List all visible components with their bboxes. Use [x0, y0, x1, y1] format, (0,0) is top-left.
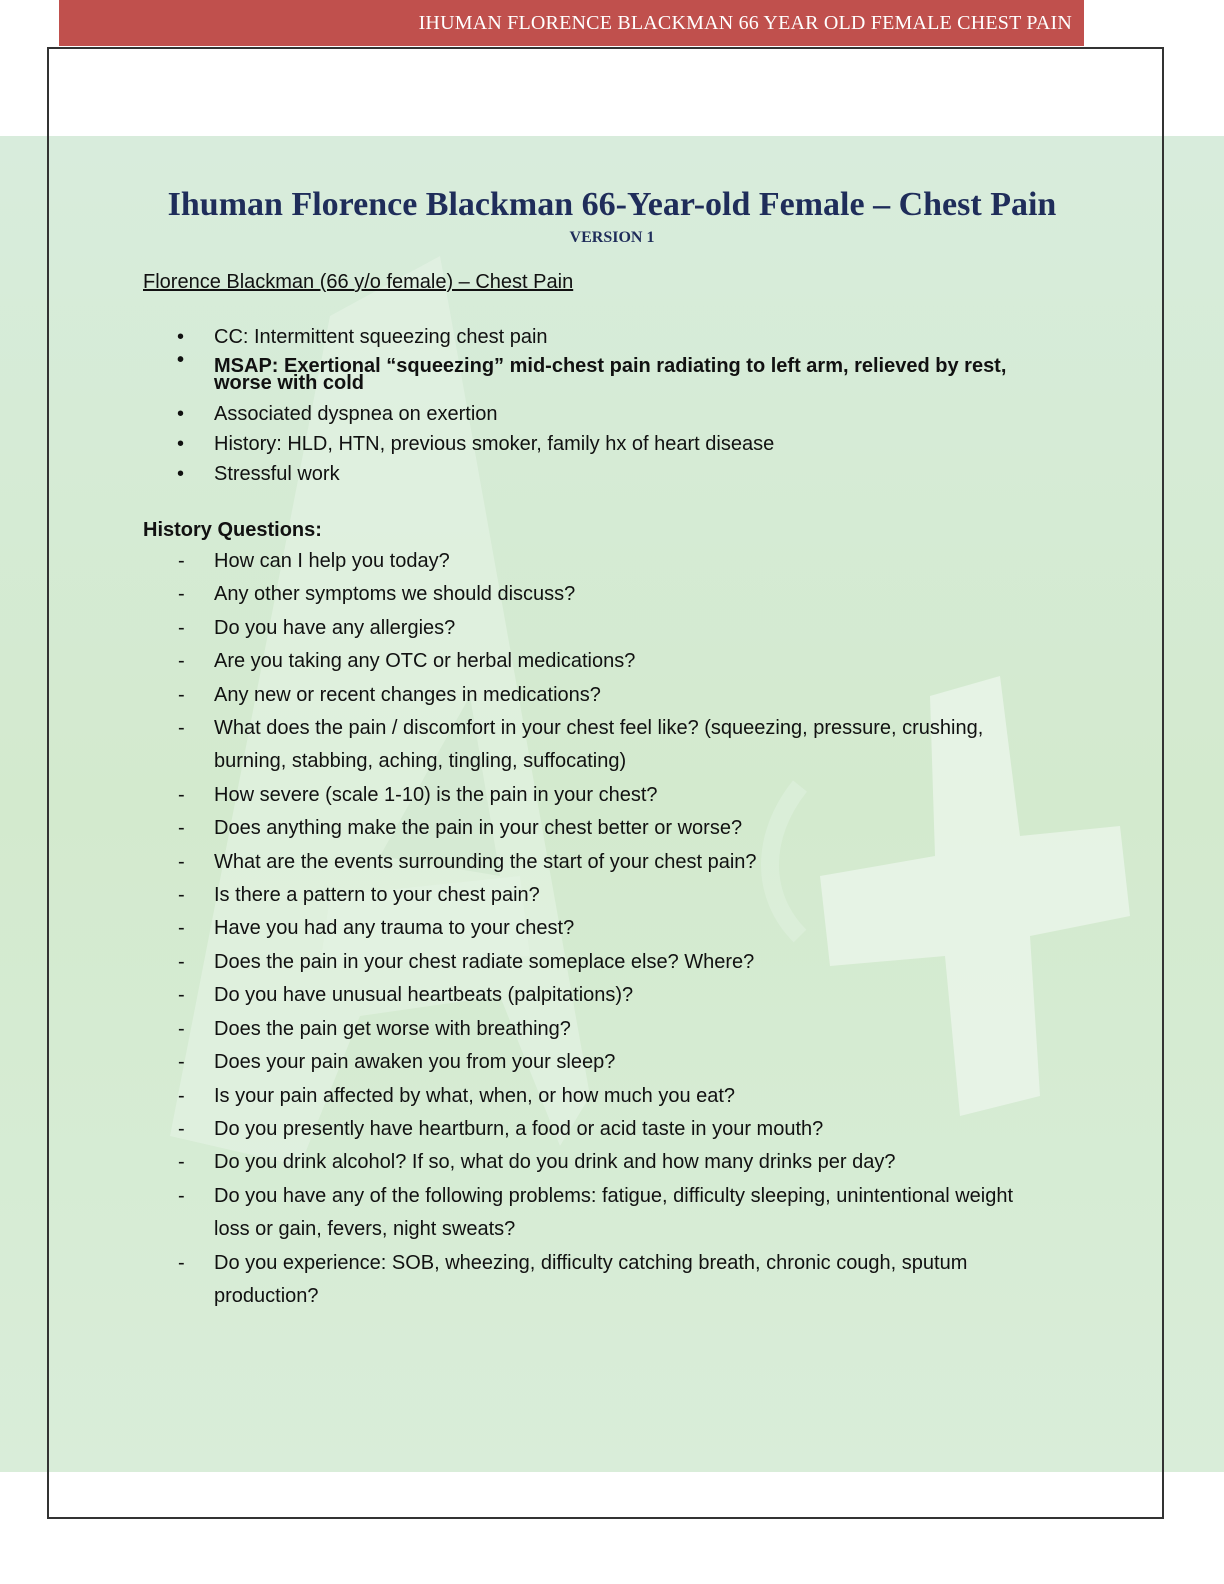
summary-bullet-text: MSAP: Exertional “squeezing” mid-chest pain radiating to left arm, relieved by rest, worse with cold [214, 355, 1007, 394]
dash-mark: - [178, 950, 185, 973]
header-band [59, 0, 1084, 46]
history-question-text: What are the events surrounding the start of your chest pain? [214, 850, 757, 873]
history-question-text: Is there a pattern to your chest pain? [214, 884, 540, 907]
history-question-text: Are you taking any OTC or herbal medications? [214, 650, 636, 673]
history-question-item [143, 712, 1043, 779]
dash-mark: - [178, 1084, 185, 1107]
dash-mark: - [178, 650, 185, 673]
history-question-text: Does anything make the pain in your chest better or worse? [214, 817, 743, 840]
version-label: VERSION 1 [569, 229, 655, 246]
history-question-item [143, 1180, 1043, 1247]
bullet-mark: • [177, 433, 185, 455]
history-question-item [143, 979, 1043, 1012]
summary-bullet-text: CC: Intermittent squeezing chest pain [214, 326, 548, 348]
history-question-item [143, 645, 1043, 678]
history-question-text: Does your pain awaken you from your sleep? [214, 1051, 616, 1074]
history-question-item [143, 545, 1043, 578]
dash-mark: - [178, 1051, 185, 1074]
bullet-mark: • [177, 349, 185, 371]
history-question-item [143, 1046, 1043, 1079]
dash-mark: - [178, 1117, 185, 1140]
history-question-text: Do you presently have heartburn, a food or acid taste in your mouth? [214, 1117, 824, 1140]
dash-mark: - [178, 1184, 185, 1207]
history-question-item [143, 779, 1043, 812]
running-header-title: IHUMAN FLORENCE BLACKMAN 66 YEAR OLD FEMALE CHEST PAIN [418, 12, 1072, 34]
history-question-text: Have you had any trauma to your chest? [214, 917, 575, 940]
summary-bullet-list [143, 322, 1043, 489]
summary-bullet-item [143, 459, 1043, 489]
dash-mark: - [178, 1017, 185, 1040]
history-question-item [143, 612, 1043, 645]
dash-mark: - [178, 917, 185, 940]
history-question-text: Do you have any of the following problems: fatigue, difficulty sleeping, unintentional weight loss or gain, fevers, night sweats? [214, 1184, 1014, 1241]
history-question-item [143, 879, 1043, 912]
bullet-mark: • [177, 463, 185, 485]
dash-mark: - [178, 1151, 185, 1174]
patient-section-heading: Florence Blackman (66 y/o female) – Chest Pain [143, 271, 574, 293]
history-question-item [143, 946, 1043, 979]
summary-bullet-item [143, 429, 1043, 459]
summary-bullet-text: History: HLD, HTN, previous smoker, family hx of heart disease [214, 433, 775, 455]
history-question-item [143, 578, 1043, 611]
history-question-item [143, 1113, 1043, 1146]
bullet-mark: • [177, 403, 185, 425]
summary-bullet-item [143, 399, 1043, 429]
document-title: Ihuman Florence Blackman 66-Year-old Female – Chest Pain [167, 186, 1057, 223]
history-question-item [143, 1146, 1043, 1179]
dash-mark: - [178, 550, 185, 572]
history-question-item [143, 1013, 1043, 1046]
dash-mark: - [178, 616, 185, 639]
dash-mark: - [178, 884, 185, 907]
history-question-list [143, 545, 1043, 1313]
history-question-text: Do you have any allergies? [214, 616, 456, 639]
summary-bullet-text: Stressful work [214, 463, 340, 485]
bullet-mark: • [177, 326, 185, 348]
dash-mark: - [178, 683, 185, 706]
dash-mark: - [178, 1251, 185, 1274]
history-question-text: Do you experience: SOB, wheezing, difficulty catching breath, chronic cough, sputum production? [214, 1251, 968, 1307]
history-question-item [143, 812, 1043, 845]
history-question-text: Is your pain affected by what, when, or how much you eat? [214, 1084, 736, 1107]
summary-bullet-text: Associated dyspnea on exertion [214, 403, 498, 425]
history-question-text: What does the pain / discomfort in your chest feel like? (squeezing, pressure, crushing, burning, stabbing, aching, tingling, suffocating) [214, 717, 984, 773]
dash-mark: - [178, 717, 185, 740]
history-question-text: Do you drink alcohol? If so, what do you drink and how many drinks per day? [214, 1151, 896, 1174]
history-question-text: Does the pain get worse with breathing? [214, 1017, 571, 1040]
history-question-text: Any new or recent changes in medications? [214, 683, 601, 706]
dash-mark: - [178, 817, 185, 840]
history-questions-heading: History Questions: [143, 519, 322, 541]
summary-bullet-item [143, 322, 1043, 352]
history-question-item [143, 846, 1043, 879]
dash-mark: - [178, 850, 185, 873]
history-question-item [143, 1247, 1043, 1314]
history-question-text: How severe (scale 1-10) is the pain in your chest? [214, 783, 658, 806]
dash-mark: - [178, 984, 185, 1007]
dash-mark: - [178, 583, 185, 606]
history-question-item [143, 912, 1043, 945]
history-question-item [143, 679, 1043, 712]
history-question-text: Do you have unusual heartbeats (palpitations)? [214, 984, 634, 1007]
history-question-text: Any other symptoms we should discuss? [214, 583, 576, 606]
history-question-text: Does the pain in your chest radiate someplace else? Where? [214, 950, 755, 973]
dash-mark: - [178, 783, 185, 806]
history-question-item [143, 1080, 1043, 1113]
history-question-text: How can I help you today? [214, 550, 450, 572]
summary-bullet-item [143, 349, 1043, 399]
